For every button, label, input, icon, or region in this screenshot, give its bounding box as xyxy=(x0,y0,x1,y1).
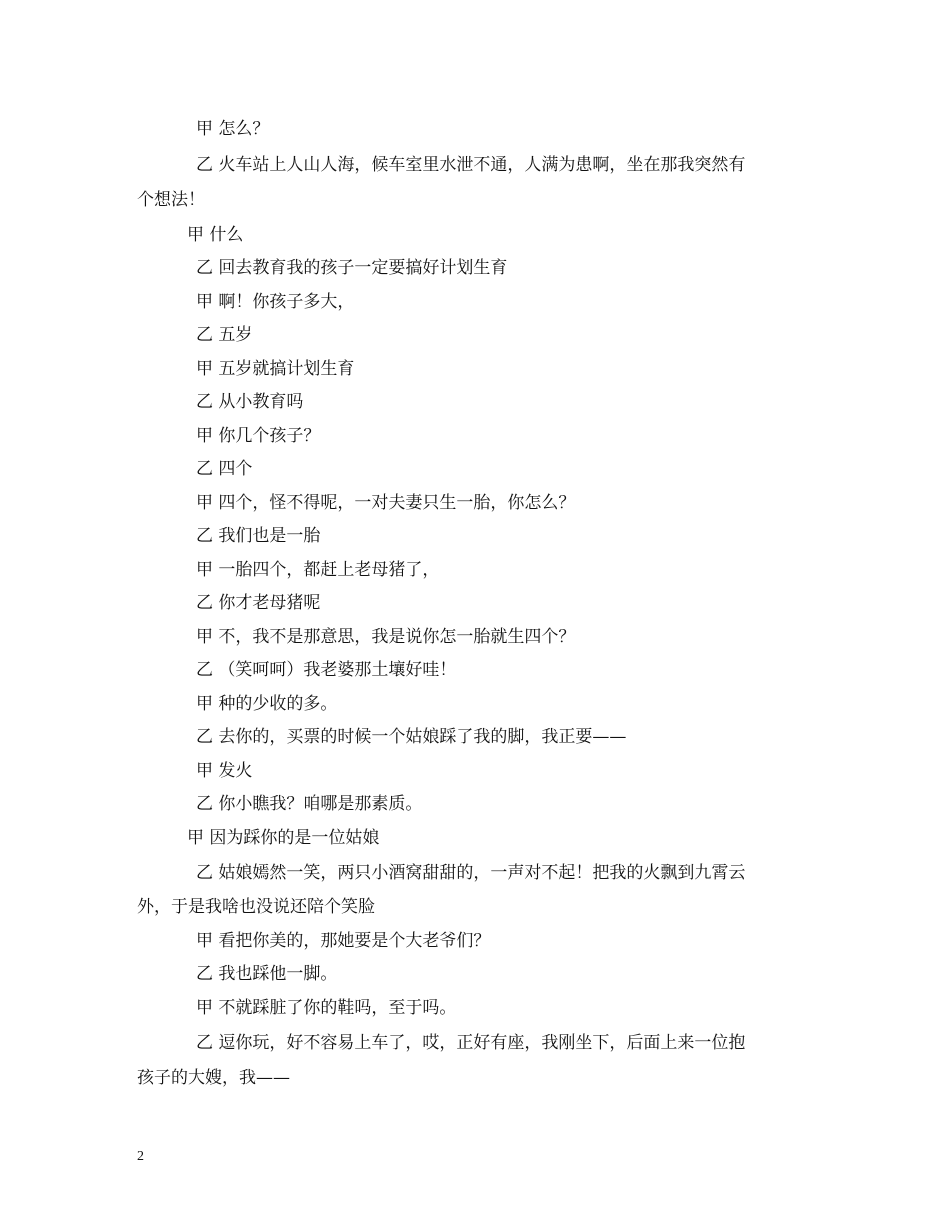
dialogue-line: 乙 （笑呵呵）我老婆那土壤好哇！ xyxy=(196,660,457,680)
dialogue-line: 甲 种的少收的多。 xyxy=(196,694,338,714)
dialogue-line: 乙 逗你玩，好不容易上车了，哎，正好有座，我刚坐下，后面上来一位抱 xyxy=(196,1033,746,1053)
dialogue-line: 乙 从小教育吗 xyxy=(196,392,304,412)
dialogue-line: 甲 发火 xyxy=(196,761,253,781)
dialogue-line: 甲 啊！你孩子多大， xyxy=(196,292,355,312)
dialogue-line: 外，于是我啥也没说还陪个笑脸 xyxy=(137,897,375,917)
dialogue-line: 甲 看把你美的，那她要是个大老爷们？ xyxy=(196,931,491,951)
dialogue-line: 甲 不，我不是那意思，我是说你怎一胎就生四个？ xyxy=(196,627,576,647)
dialogue-line: 甲 不就踩脏了你的鞋吗，至于吗。 xyxy=(196,998,457,1018)
dialogue-line: 甲 因为踩你的是一位姑娘 xyxy=(187,828,380,848)
dialogue-line: 甲 你几个孩子？ xyxy=(196,426,321,446)
dialogue-line: 乙 五岁 xyxy=(196,325,253,345)
dialogue-line: 乙 我们也是一胎 xyxy=(196,526,321,546)
dialogue-line: 甲 怎么？ xyxy=(196,119,270,139)
page-number: 2 xyxy=(137,1149,144,1164)
dialogue-line: 甲 什么 xyxy=(187,225,244,245)
dialogue-line: 乙 你才老母猪呢 xyxy=(196,593,321,613)
dialogue-line: 乙 火车站上人山人海，候车室里水泄不通，人满为患啊，坐在那我突然有 xyxy=(196,155,746,175)
dialogue-line: 个想法！ xyxy=(137,190,205,210)
dialogue-line: 甲 一胎四个，都赶上老母猪了， xyxy=(196,560,440,580)
dialogue-line: 甲 四个，怪不得呢，一对夫妻只生一胎，你怎么？ xyxy=(196,493,576,513)
dialogue-line: 乙 四个 xyxy=(196,459,253,479)
dialogue-line: 乙 你小瞧我？咱哪是那素质。 xyxy=(196,794,423,814)
dialogue-line: 乙 去你的，买票的时候一个姑娘踩了我的脚，我正要—— xyxy=(196,727,627,747)
dialogue-line: 乙 姑娘嫣然一笑，两只小酒窝甜甜的，一声对不起！把我的火飘到九霄云 xyxy=(196,863,746,883)
dialogue-line: 乙 回去教育我的孩子一定要搞好计划生育 xyxy=(196,258,508,278)
dialogue-line: 甲 五岁就搞计划生育 xyxy=(196,359,355,379)
dialogue-line: 乙 我也踩他一脚。 xyxy=(196,964,338,984)
dialogue-line: 孩子的大嫂，我—— xyxy=(137,1068,290,1088)
